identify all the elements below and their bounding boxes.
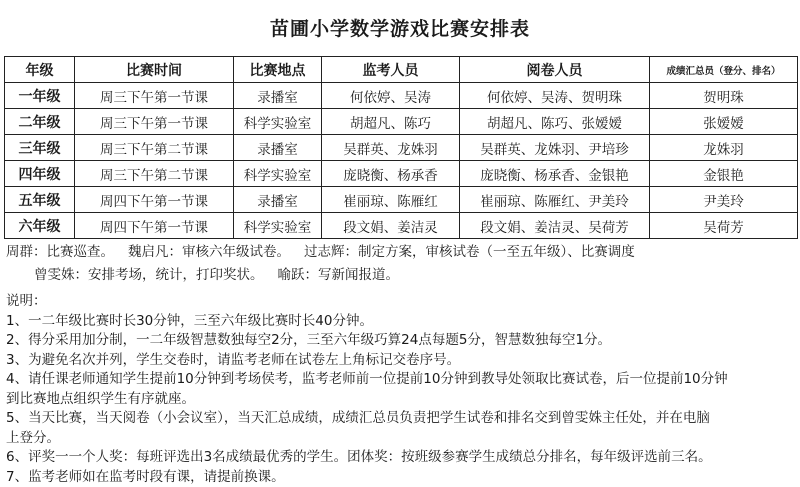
page-title: 苗圃小学数学游戏比赛安排表 <box>269 18 530 40</box>
table-header-row <box>5 57 798 83</box>
cell-proctors: 何依婷、吴涛 <box>322 83 460 109</box>
note-line: 5、当天比赛，当天阅卷（小会议室），当天汇总成绩，成绩汇总员负责把学生试卷和排名交到曾雯姝主任处，并在电脑 <box>6 410 710 426</box>
cell-time: 周三下午第二节课 <box>75 161 234 187</box>
cell-graders: 何依婷、吴涛、贺明珠 <box>460 83 650 109</box>
cell-summarizer: 张嫒嫒 <box>650 109 798 135</box>
table-row <box>5 135 798 161</box>
cell-grade: 六年级 <box>5 213 75 239</box>
cell-proctors: 庞晓衡、杨承香 <box>322 161 460 187</box>
table-row <box>5 83 798 109</box>
table-row <box>5 187 798 213</box>
duty-item: 周群：比赛巡查。 <box>6 244 114 260</box>
cell-time: 周四下午第一节课 <box>75 213 234 239</box>
notes-heading: 说明： <box>6 293 47 309</box>
table-row <box>5 161 798 187</box>
note-line: 3、为避免名次并列，学生交卷时，请监考老师在试卷左上角标记交卷序号。 <box>6 351 461 368</box>
note-line: 到比赛地点组织学生有序就座。 <box>6 390 195 407</box>
header-graders: 阅卷人员 <box>460 57 650 83</box>
cell-summarizer: 吴荷芳 <box>650 213 798 239</box>
duty-item: 喻跃：写新闻报道。 <box>277 267 399 283</box>
schedule-table <box>4 56 798 239</box>
header-location: 比赛地点 <box>234 57 322 83</box>
cell-proctors: 崔丽琼、陈雁红 <box>322 187 460 213</box>
cell-location: 录播室 <box>234 83 322 109</box>
cell-time: 周三下午第一节课 <box>75 83 234 109</box>
cell-location: 录播室 <box>234 135 322 161</box>
header-time: 比赛时间 <box>75 57 234 83</box>
cell-time: 周四下午第一节课 <box>75 187 234 213</box>
cell-grade: 一年级 <box>5 83 75 109</box>
table-row <box>5 213 798 239</box>
note-line: 2、得分采用加分制，一二年级智慧数独每空2分，三至六年级巧算24点每题5分，智慧数独每空1分。 <box>6 332 612 348</box>
note-line: 上登分。 <box>6 429 60 446</box>
cell-time: 周三下午第一节课 <box>75 109 234 135</box>
cell-time: 周三下午第二节课 <box>75 135 234 161</box>
duty-line <box>6 241 649 264</box>
cell-location: 科学实验室 <box>234 109 322 135</box>
cell-summarizer: 尹美玲 <box>650 187 798 213</box>
note-line: 6、评奖一一个人奖：每班评选出3名成绩最优秀的学生。团体奖：按班级参赛学生成绩总分排名，每年级评选前三名。 <box>6 449 712 465</box>
cell-graders: 吴群英、龙姝羽、尹培珍 <box>460 135 650 161</box>
cell-summarizer: 贺明珠 <box>650 83 798 109</box>
cell-proctors: 吴群英、龙姝羽 <box>322 135 460 161</box>
cell-grade: 四年级 <box>5 161 75 187</box>
cell-proctors: 段文娟、姜洁灵 <box>322 213 460 239</box>
cell-location: 科学实验室 <box>234 213 322 239</box>
duty-line <box>6 264 649 287</box>
table-row <box>5 109 798 135</box>
duty-assignments <box>6 241 649 287</box>
header-score-summarizer: 成绩汇总员（登分、排名） <box>650 57 798 83</box>
cell-proctors: 胡超凡、陈巧 <box>322 109 460 135</box>
notes-section <box>6 292 728 487</box>
duty-item: 曾雯姝：安排考场，统计，打印奖状。 <box>34 267 264 283</box>
cell-grade: 五年级 <box>5 187 75 213</box>
header-proctors: 监考人员 <box>322 57 460 83</box>
cell-grade: 二年级 <box>5 109 75 135</box>
cell-summarizer: 龙姝羽 <box>650 135 798 161</box>
duty-item: 过志辉：制定方案，审核试卷（一至五年级）、比赛调度 <box>304 244 635 260</box>
note-line: 4、请任课老师通知学生提前10分钟到考场侯考，监考老师前一位提前10分钟到教导处领取比赛试卷，后一位提前10分钟 <box>6 371 728 387</box>
cell-location: 科学实验室 <box>234 161 322 187</box>
cell-summarizer: 金银艳 <box>650 161 798 187</box>
cell-location: 录播室 <box>234 187 322 213</box>
note-line: 7、监考老师如在监考时段有课，请提前换课。 <box>6 468 285 485</box>
cell-graders: 庞晓衡、杨承香、金银艳 <box>460 161 650 187</box>
cell-graders: 段文娟、姜洁灵、吴荷芳 <box>460 213 650 239</box>
cell-graders: 胡超凡、陈巧、张嫒嫒 <box>460 109 650 135</box>
duty-item: 魏启凡：审核六年级试卷。 <box>128 244 290 260</box>
cell-graders: 崔丽琼、陈雁红、尹美玲 <box>460 187 650 213</box>
header-grade: 年级 <box>5 57 75 83</box>
note-line: 1、一二年级比赛时长30分钟，三至六年级比赛时长40分钟。 <box>6 312 373 329</box>
cell-grade: 三年级 <box>5 135 75 161</box>
